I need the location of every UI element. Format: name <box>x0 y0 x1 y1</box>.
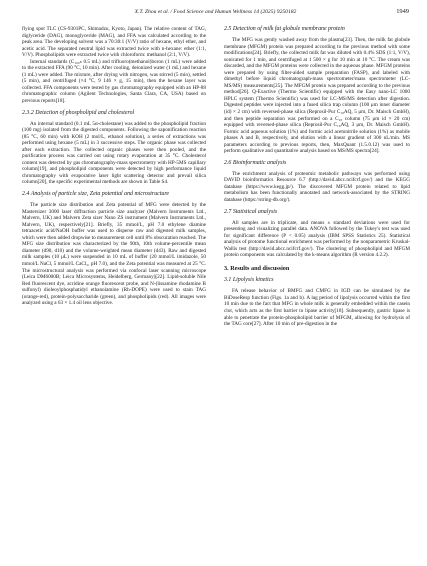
section-heading-2-7: 2.7 Statistical analysis <box>224 208 278 215</box>
section-heading-3-1: 3.1 Lipolysis kinetics <box>224 277 274 284</box>
paragraph-internal-standards: Internal standards (C₁₀₀ₕ 0.5 mL) and trifluoro(methanol)boron (1 mL) were added to the extracted FFA (90 °C, 10 min). After cooling, deionized water (1 mL) and hexane (1 mL) were added. The mixture, after drying with nitrogen, was stirred (5 min), settled (5 min), and centrifuged (×4 °C, 9 146 × g, 15 min), then the hexane layer was collected. FFA components were tested by gas chromatography equipped with an HP-88 chromatographic column (Agilent Technologies, Santa Clara, CA, USA) based on previous reports[18]. <box>22 58 206 105</box>
section-heading-2-5: 2.5 Detection of milk fat globule membrane protein <box>224 26 345 32</box>
right-column <box>224 26 410 328</box>
paragraph-mfgm-protein: The MFG was gently washed away from the plasma[23]. Then, the milk fat globule membrane (MFGM) protein was prepared according to the previous method with some modifications[24]. Briefly, the collected milk fat was diluted with 0.4% SDS (1:1, V/V), sonicated for 1 min, and centrifuged at 1 500 × g for 10 min at 10 °C. The cream was discarded, and the MFGM proteins were collected in the aqueous phase. MFGM proteins were prepared by using filter-aided sample preparation (FASP), and labeled with dimethyl before liquid chromatograph-mass spectrometer/mass spectrometer (LC-MS/MS) measurements[25]. The MFGM protein was prepared according to the previous method[26]. Q-Exactive (Thermo Scientific) equipped with the Easy nano-LC 1000 HPLC system (Thermo Scientific) was used for LC-MS/MS detection after digestion. Digested peptides were injected into a fused silica trap column (100 μm inner diameter (id) × 2 cm) with reversed-phase silica (Reprosil-Pur C₁₈AQ, 5 μm, Dr. Maisch GmbH), and then peptide separation was performed on a C₁₈ column (75 μm id × 20 cm) equipped with reversed-phase silica (Reprosil-Pur C₁₈AQ, 3 μm, Dr. Maisch GmbH). Formic acid aqueous solution (1%) and formic acid acetonitrile solution (1%) as mobile phases A and B, respectively, and elution with a linear gradient of 300 nL/min. MS parameters according to previous reports, then, MaxQuant (1.5.0.12) was used to perform qualitative and quantitative analysis based on MS/MS spectra[24]. <box>224 37 410 155</box>
paragraph-phospholipid: An internal standard (0.1 mL 5α-cholestane) was added to the phospholipid fraction (100 mg) isolated from the digested components. Following the saponification reaction (85 °C, 60 min) with KOH (2 mol/L, ethanol solution), a series of extractions was performed using hexane (5 mL) in 3 successive steps. The organic phase was collected after each extraction. The collected organic phases were then pooled, and the purification process was carried out using rotary evaporation at 35 °C. Cholesterol content was detected by gas chromatography-mass spectrometry with HP-5MS capillary column[19], and phospholipid components were detected by high performance liquid chromatography with evaporative laser light scattering detector and prevail silica column[20], the specific experimental methods are shown in Table S4. <box>22 120 206 186</box>
page-number: 1949 <box>396 8 409 15</box>
section-heading-2-6: 2.6 Bioinformatic analysis <box>224 159 287 166</box>
section-heading-2-3-2: 2.3.2 Detection of phospholipid and cholesterol <box>22 109 135 116</box>
paragraph-lipolysis: FA release behavior of BMFG and CMFG in IGD can be simulated by the BiDoseResp function (Figs. 1a and b). A lag period of lipolysis occurred within the first 10 min due to the fact that MFG in whole milk is generally embedded within the casein clot, which acts as the first barrier to lipase activity[18]. Subsequently, gastric lipase is able to penetrate the protein-phospholipid barrier of MFGM, allowing for hydrolysis of the TAG core[27]. After 10 min of pre-digestion in the <box>224 288 410 328</box>
paragraph-bioinformatics: The enrichment analysis of proteomic metabolic pathways was performed using DAVID bioinformatics Resource 6.7 (http://david.abcc.ncifcrf.gov/) and the KEGG database (https://www.kegg.jp/). The discovered MFGM protein related to lipid metabolism has been functionally annotated and network-associated by the STRING database (https://string-db.org/). <box>224 170 410 204</box>
paragraph-particle-size: The particle size distribution and Zeta potential of MFG were detected by the Mastersizer 3000 laser diffraction particle size analyzer (Malvern Instruments Ltd., Malvern, UK) and Malvern Zeta sizer Nano ZS instrument (Malvern Instruments Ltd., Malvern, UK), respectively[21]. Briefly, 35 mmol/L, pH 7.0 ethylene diamine tetraacetic acid/NaOH buffer was used to disperse raw and digested milk samples, which were then added dropwise to measurement cell until 8% obscuration reached. The MFG size distribution was characterized by the 90th, 10th volume-percentile mean diameter (d90, d10) and the volume-weighted mean diameter (d43). Raw and digested milk samples (10 μL) were suspended in 10 mL of buffer (20 mmol/L imidazole, 50 mmol/L NaCl, 5 mmol/L CaCl₂, pH 7.0), and the Zeta potential was measured at 25 °C. The microstructural analysis was performed via confocal laser scanning microscope (Leica DM6000B; Leica Microsystems, Heidelberg, Germany)[22]. Lipid-soluble Nile Red fluorescent dye, acridine orange fluorescent probe, and N-(lissamine rhodamine B sulfonyl) dioleoylphosphatidyl ethanolamine (Rh-DOPE) were used to stain TAG (orange-red), protein-polysaccharide (green), and phospholipids (red). All images were analyzed using a 63 × 1.4 oil lens objective. <box>22 202 206 307</box>
paragraph-tlc: flying spot TLC (CS-9301PC, Shimadzu, Kyoto, Japan). The relative content of TAG, diglyceride (DAG), monoglyceride (MAG), and FFA was calculated according to the peak area. The developing solvent was a 70:30:1 (V/V) ratio of hexane, ethyl ether, and acetic acid. The separated neutral lipid was extracted twice with n-hexane: ether (1:1, V/V). Phospholipids were extracted twice with chloroform: methanol (2:1, V/V). <box>22 26 206 59</box>
paragraph-statistics: All samples are in triplicate, and means ± standard deviations were used for presenting and visualizing parallel data. ANOVA followed by the Tukey's test was used for significant difference (P < 0.05) analysis (IBM SPSS Statistics 25). Statistical analysis of protome functional enrichment was performed by the nonparametric Kruskal-Wallis test (http://david.abcc.ncifcrf.gov/). The clustering of phospholipid and MFGM protein components was calculated by the k-means algorithm (R version 4.2.2). <box>224 219 410 259</box>
section-heading-2-4: 2.4 Analysis of particle size, Zeta potential and microstructure <box>22 191 170 198</box>
section-heading-3: 3. Results and discussion <box>224 264 290 272</box>
left-column <box>22 26 206 307</box>
running-head <box>22 8 409 20</box>
journal-citation: X.T. Zhou et al. / Food Science and Human Wellness 14 (2025) 9250182 <box>134 9 297 15</box>
